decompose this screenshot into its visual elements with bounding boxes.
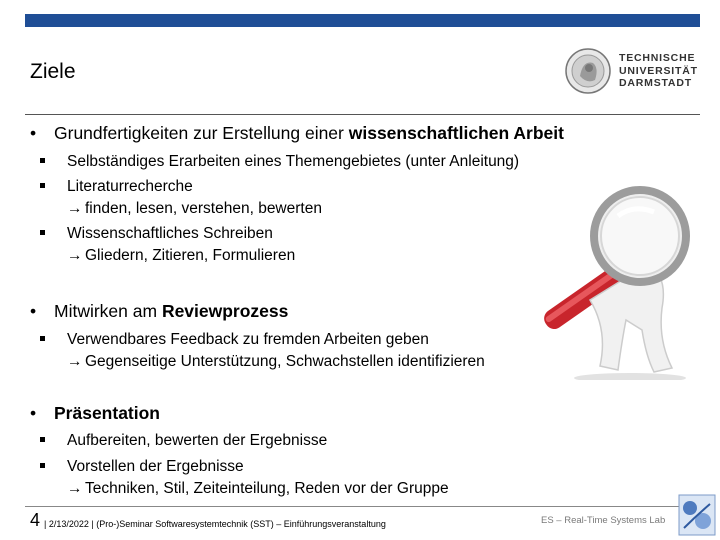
sub-bullet-text: Verwendbares Feedback zu fremden Arbeiten geben (67, 331, 429, 348)
sub-bullet-text: Vorstellen der Ergebnisse (67, 458, 244, 475)
arrow-icon: → (67, 480, 83, 497)
sub-bullet-detail: Gliedern, Zitieren, Formulieren (85, 247, 296, 264)
sub-bullet-text: Selbständiges Erarbeiten eines Themengebietes (unter Anleitung) (67, 153, 520, 170)
sub-bullet-text: Literaturrecherche (67, 178, 193, 195)
logo-line-3: DARMSTADT (619, 77, 692, 90)
logo-line-1: TECHNISCHE (619, 52, 696, 65)
page-number: 4 (30, 510, 41, 530)
logo-line-2: UNIVERSITÄT (619, 64, 698, 77)
slide-title: Ziele (30, 60, 76, 83)
magnifying-glass-figure (530, 180, 710, 380)
es-lab-logo-icon (678, 494, 716, 536)
arrow-icon: → (67, 247, 83, 264)
sub-bullet-detail: finden, lesen, verstehen, bewerten (85, 200, 322, 217)
footer-divider (25, 506, 680, 507)
bullet-1-bold: wissenschaftlichen Arbeit (348, 123, 564, 143)
lab-name: ES – Real-Time Systems Lab (541, 515, 666, 526)
arrow-icon: → (67, 353, 83, 370)
sub-bullet-text: Aufbereiten, bewerten der Ergebnisse (67, 432, 328, 449)
bullet-3-bold: Präsentation (54, 403, 160, 423)
bullet-1-text: Grundfertigkeiten zur Erstellung einer (54, 123, 349, 143)
bullet-2-text: Mitwirken am (54, 301, 162, 321)
sub-bullet-detail: Techniken, Stil, Zeiteinteilung, Reden vor der Gruppe (85, 480, 449, 497)
bullet-2-bold: Reviewprozess (161, 301, 289, 321)
sub-bullet-text: Wissenschaftliches Schreiben (67, 225, 273, 242)
arrow-icon: → (67, 200, 83, 217)
footer-text: | 2/13/2022 | (Pro-)Seminar Softwaresystemtechnik (SST) – Einführungsveranstaltung (44, 519, 386, 529)
sub-bullet-detail: Gegenseitige Unterstützung, Schwachstellen identifizieren (85, 353, 485, 370)
slide-content: • Grundfertigkeiten zur Erstellung einer wissenschaftlichen Arbeit Selbständiges Erarbeiten eines Themengebietes (unter Anleitung) Literaturrecherche → finden, lesen, verstehen, bewerten Wissenschaftliches Schreiben → Gliedern, Zitieren, Formulieren • Mitwirken am Reviewprozess Verwendbares Feedback zu fremden Arbeiten geben → Gegenseitige Unterstützung, Schwachstellen identifizieren • Präsentation Aufbereiten, bewerten der Ergebnisse Vorstellen der Ergebnisse → Techniken, Stil, Zeiteinteilung, Reden vor der Gruppe (0, 0, 720, 540)
